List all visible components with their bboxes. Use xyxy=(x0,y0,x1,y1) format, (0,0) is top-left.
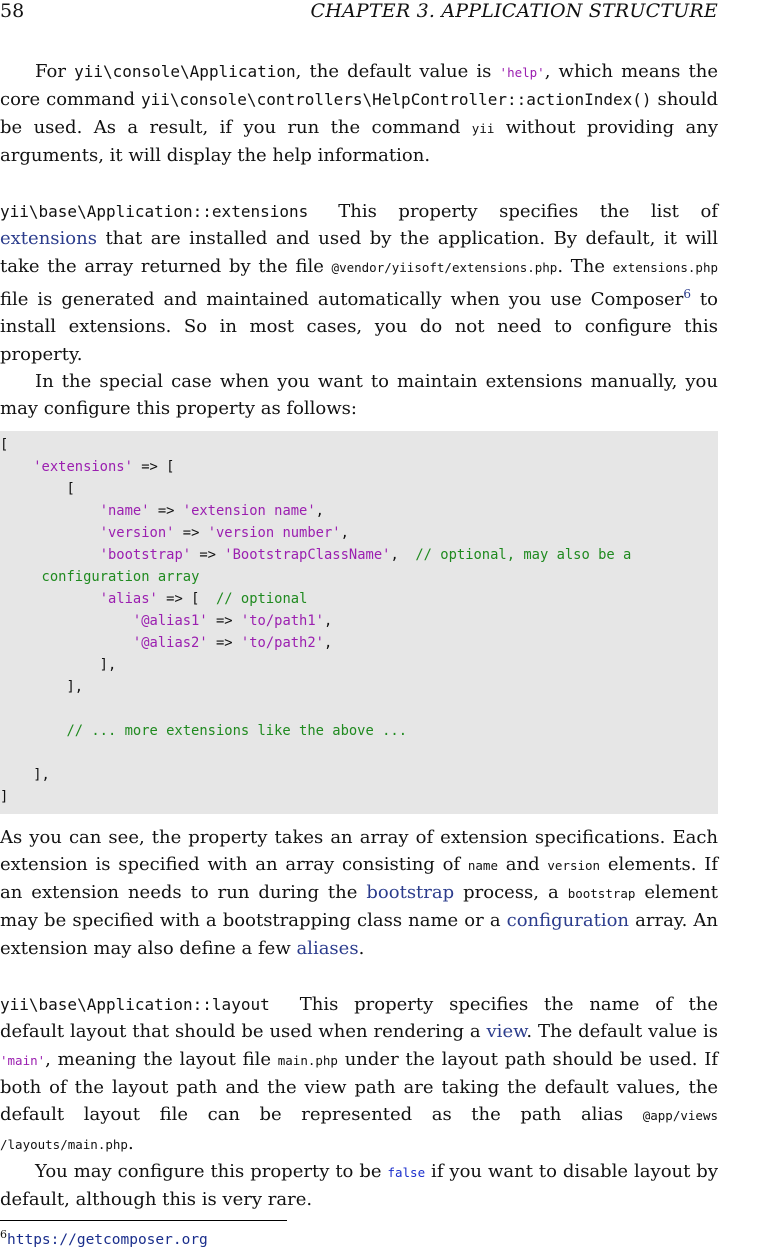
inline-code: yii\console\controllers\HelpController::actionIndex() xyxy=(140,90,652,110)
text: under the layout path should be used. If both of the layout path and the view path are taking the default values, the default layout file can be represented as the path alias xyxy=(0,1048,718,1126)
inline-code: yii xyxy=(471,120,495,136)
text: . The xyxy=(557,255,613,277)
running-header xyxy=(0,0,718,22)
text: . The default value is xyxy=(526,1021,718,1043)
page-body xyxy=(0,58,718,1213)
text: that are installed and used by the application. By default, it will take the array returned by the file xyxy=(0,228,718,277)
text: to install extensions. So in most cases, you do not need to configure this property. xyxy=(0,289,719,365)
text: , the default value is xyxy=(295,61,500,82)
link-bootstrap[interactable]: bootstrap xyxy=(366,882,455,904)
inline-string: 'main' xyxy=(0,1052,46,1068)
text: without providing any arguments, it will display the help information. xyxy=(0,116,718,166)
text: if you want to disable layout by default, although this is very rare. xyxy=(0,1160,718,1211)
text: file is generated and maintained automatically when you use Composer xyxy=(0,289,684,311)
footnote xyxy=(0,1228,208,1248)
footnote-mark: 6 xyxy=(0,1228,7,1241)
text: . xyxy=(358,937,365,959)
inline-code: main.php xyxy=(277,1052,338,1068)
inline-code: name xyxy=(467,857,498,873)
inline-keyword: false xyxy=(387,1164,426,1180)
text: This property specifies the list of xyxy=(338,201,718,223)
text: You may configure this property to be xyxy=(35,1160,388,1182)
text: and xyxy=(497,853,548,875)
text: elements. If an extension needs to run during the xyxy=(0,853,718,904)
footnote-url[interactable]: https://getcomposer.org xyxy=(7,1232,208,1248)
text: For xyxy=(35,61,75,82)
text: element may be specified with a bootstrapping class name or a xyxy=(0,882,718,932)
inline-code: @app/views /layouts/main.php xyxy=(0,1108,718,1152)
inline-code: @vendor/yiisoft/extensions.php xyxy=(331,259,558,275)
chapter-title: CHAPTER 3. APPLICATION STRUCTURE xyxy=(310,0,718,22)
inline-code: yii\console\Application xyxy=(74,62,296,81)
text: As you can see, the property takes an array of extension specifications. Each extension is specified with an array consisting of xyxy=(0,826,718,875)
text: process, a xyxy=(454,882,568,904)
text: . xyxy=(127,1132,134,1154)
paragraph-special-case: In the special case when you want to maintain extensions manually, you may configure this property as follows: xyxy=(0,370,718,420)
text: , which means the core command xyxy=(0,61,719,111)
inline-code: version xyxy=(547,857,601,873)
text: , meaning the layout file xyxy=(45,1048,278,1070)
link-configuration[interactable]: configuration xyxy=(506,910,630,932)
link-aliases[interactable]: aliases xyxy=(296,937,359,959)
paragraph-layout-false xyxy=(0,1158,718,1214)
code-block: [ 'extensions' => [ [ 'name' => 'extension name', 'version' => 'version number', 'bootstrap' => 'BootstrapClassName', // optional, may also be a configuration array 'alias' => [ // optional '@alias1' => 'to/path1', '@alias2' => 'to/path2', ], ], // ... more extensions like the above ... ], ] xyxy=(0,431,718,814)
text: should be used. As a result, if you run the command xyxy=(0,89,718,138)
paragraph-layout xyxy=(0,991,718,1158)
footnote-rule xyxy=(0,1220,287,1221)
inline-code: bootstrap xyxy=(567,886,636,902)
paragraph-extension-specs xyxy=(0,824,718,962)
inline-string: 'help' xyxy=(499,65,545,80)
paragraph-extensions xyxy=(0,198,718,368)
link-view[interactable]: view xyxy=(486,1021,527,1043)
text: This property specifies the name of the default layout that should be used when rendering a xyxy=(0,994,718,1043)
page-number: 58 xyxy=(0,0,25,22)
link-extensions[interactable]: extensions xyxy=(0,228,97,250)
footnote-ref[interactable]: 6 xyxy=(683,287,691,302)
inline-code: extensions.php xyxy=(612,259,718,275)
paragraph-console-default xyxy=(0,58,718,169)
text: array. An extension may also define a few xyxy=(0,910,718,959)
term-layout: yii\base\Application::layout xyxy=(0,995,270,1015)
term-extensions: yii\base\Application::extensions xyxy=(0,202,309,222)
